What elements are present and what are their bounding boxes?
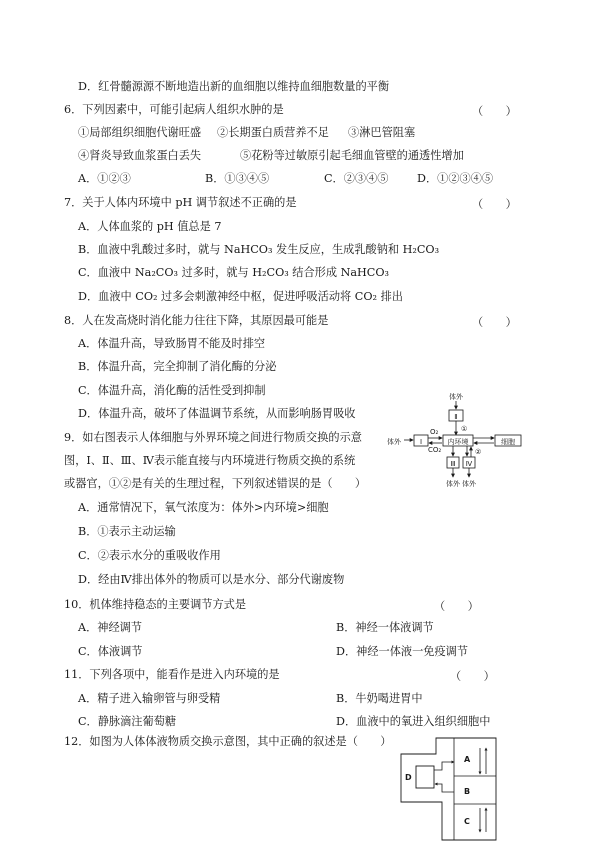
q11-answer-paren: （ ） [450, 670, 495, 683]
q8-stem: 8．人在发高烧时消化能力往往下降，其原因最可能是 [64, 314, 329, 327]
q6-item-3: ③淋巴管阻塞 [348, 126, 416, 139]
q9-stem-line-3: 或器官，①②是有关的生理过程，下列叙述错误的是（ ） [64, 477, 367, 490]
q9-diagram-inner-environment: 内环境 [447, 438, 469, 446]
q11-option-c: C．静脉滴注葡萄糖 [78, 715, 177, 728]
q9-option-a: A．通常情况下，氧气浓度为：体外>内环境>细胞 [78, 501, 329, 514]
q6-option-c: C．②③④⑤ [324, 172, 389, 185]
q6-stem: 6．下列因素中，可能引起病人组织水肿的是 [64, 103, 284, 116]
q7-option-d: D．血液中 CO₂ 过多会刺激神经中枢，促进呼吸活动将 CO₂ 排出 [78, 290, 403, 303]
q9-diagram-outside-top: 体外 [449, 393, 463, 401]
q11-stem: 11．下列各项中，能看作是进入内环境的是 [64, 668, 280, 681]
q12-body-fluid-diagram [398, 736, 498, 842]
q9-diagram-box-1: Ⅰ [419, 438, 423, 446]
q10-option-c: C．体液调节 [78, 645, 143, 658]
q10-option-a: A．神经调节 [78, 621, 143, 634]
q9-diagram-process-1: ① [461, 425, 468, 433]
q9-diagram-box-3: Ⅲ [450, 460, 456, 468]
q12-stem: 12．如图为人体体液物质交换示意图，其中正确的叙述是（ ） [64, 735, 392, 748]
q9-diagram-outside-left: 体外 [387, 438, 401, 446]
q6-item-1: ①局部组织细胞代谢旺盛 [78, 126, 202, 139]
q9-option-d: D．经由Ⅳ排出体外的物质可以是水分、部分代谢废物 [78, 573, 345, 586]
q10-stem: 10．机体维持稳态的主要调节方式是 [64, 598, 247, 611]
q7-answer-paren: （ ） [472, 198, 517, 211]
q12-diagram-label-d: D [405, 773, 412, 782]
q6-item-2: ②长期蛋白质营养不足 [217, 126, 329, 139]
q9-diagram-outside-bottom-1: 体外 [446, 480, 460, 488]
q10-option-d: D．神经一体液一免疫调节 [336, 645, 469, 658]
q6-option-d: D．①②③④⑤ [417, 172, 494, 185]
q8-option-b: B．体温升高，完全抑制了消化酶的分泌 [78, 360, 277, 373]
q9-diagram-o2: O₂ [430, 428, 439, 436]
q9-diagram-co2: CO₂ [428, 446, 442, 454]
q9-diagram-cell: 细胞 [501, 438, 515, 446]
q7-option-c: C．血液中 Na₂CO₃ 过多时，就与 H₂CO₃ 结合形成 NaHCO₃ [78, 266, 390, 279]
q9-option-b: B．①表示主动运输 [78, 525, 176, 538]
q6-option-a: A．①②③ [78, 172, 131, 185]
q9-diagram-outside-bottom-2: 体外 [462, 480, 476, 488]
q6-item-4: ④肾炎导致血浆蛋白丢失 [78, 149, 202, 162]
q12-diagram-label-b: B [464, 787, 471, 796]
q8-option-c: C．体温升高，消化酶的活性受到抑制 [78, 384, 266, 397]
q10-option-b: B．神经一体液调节 [336, 621, 434, 634]
q6-answer-paren: （ ） [472, 105, 517, 118]
q7-stem: 7．关于人体内环境中 pH 调节叙述不正确的是 [64, 196, 297, 209]
q6-item-5: ⑤花粉等过敏原引起毛细血管壁的通透性增加 [240, 149, 464, 162]
q7-option-b: B．血液中乳酸过多时，就与 NaHCO₃ 发生反应，生成乳酸钠和 H₂CO₃ [78, 243, 440, 256]
q8-answer-paren: （ ） [472, 316, 517, 329]
q9-stem-line-1: 9．如右图表示人体细胞与外界环境之间进行物质交换的示意 [64, 431, 362, 444]
q9-diagram-process-2: ② [475, 448, 482, 456]
q9-option-c: C．②表示水分的重吸收作用 [78, 549, 221, 562]
q11-option-a: A．精子进入输卵管与卵受精 [78, 692, 221, 705]
q9-exchange-diagram [385, 390, 525, 494]
q8-option-a: A．体温升高，导致肠胃不能及时排空 [78, 337, 266, 350]
q12-diagram-label-c: C [464, 817, 470, 826]
q11-option-d: D．血液中的氧进入组织细胞中 [336, 715, 491, 728]
q6-option-b: B．①③④⑤ [205, 172, 270, 185]
q8-option-d: D．体温升高，破坏了体温调节系统，从而影响肠胃吸收 [78, 407, 356, 420]
q10-answer-paren: （ ） [434, 600, 479, 613]
q12-diagram-label-a: A [464, 755, 471, 764]
q5-option-d: D．红骨髓源源不断地造出新的血细胞以维持血细胞数量的平衡 [78, 80, 390, 93]
q7-option-a: A．人体血浆的 pH 值总是 7 [78, 220, 222, 233]
q9-diagram-box-4: Ⅳ [465, 460, 473, 468]
q11-option-b: B．牛奶喝进胃中 [336, 692, 423, 705]
q9-diagram-box-2: Ⅱ [454, 413, 458, 421]
q9-stem-line-2: 图，Ⅰ、Ⅱ、Ⅲ、Ⅳ表示能直接与内环境进行物质交换的系统 [64, 454, 356, 467]
